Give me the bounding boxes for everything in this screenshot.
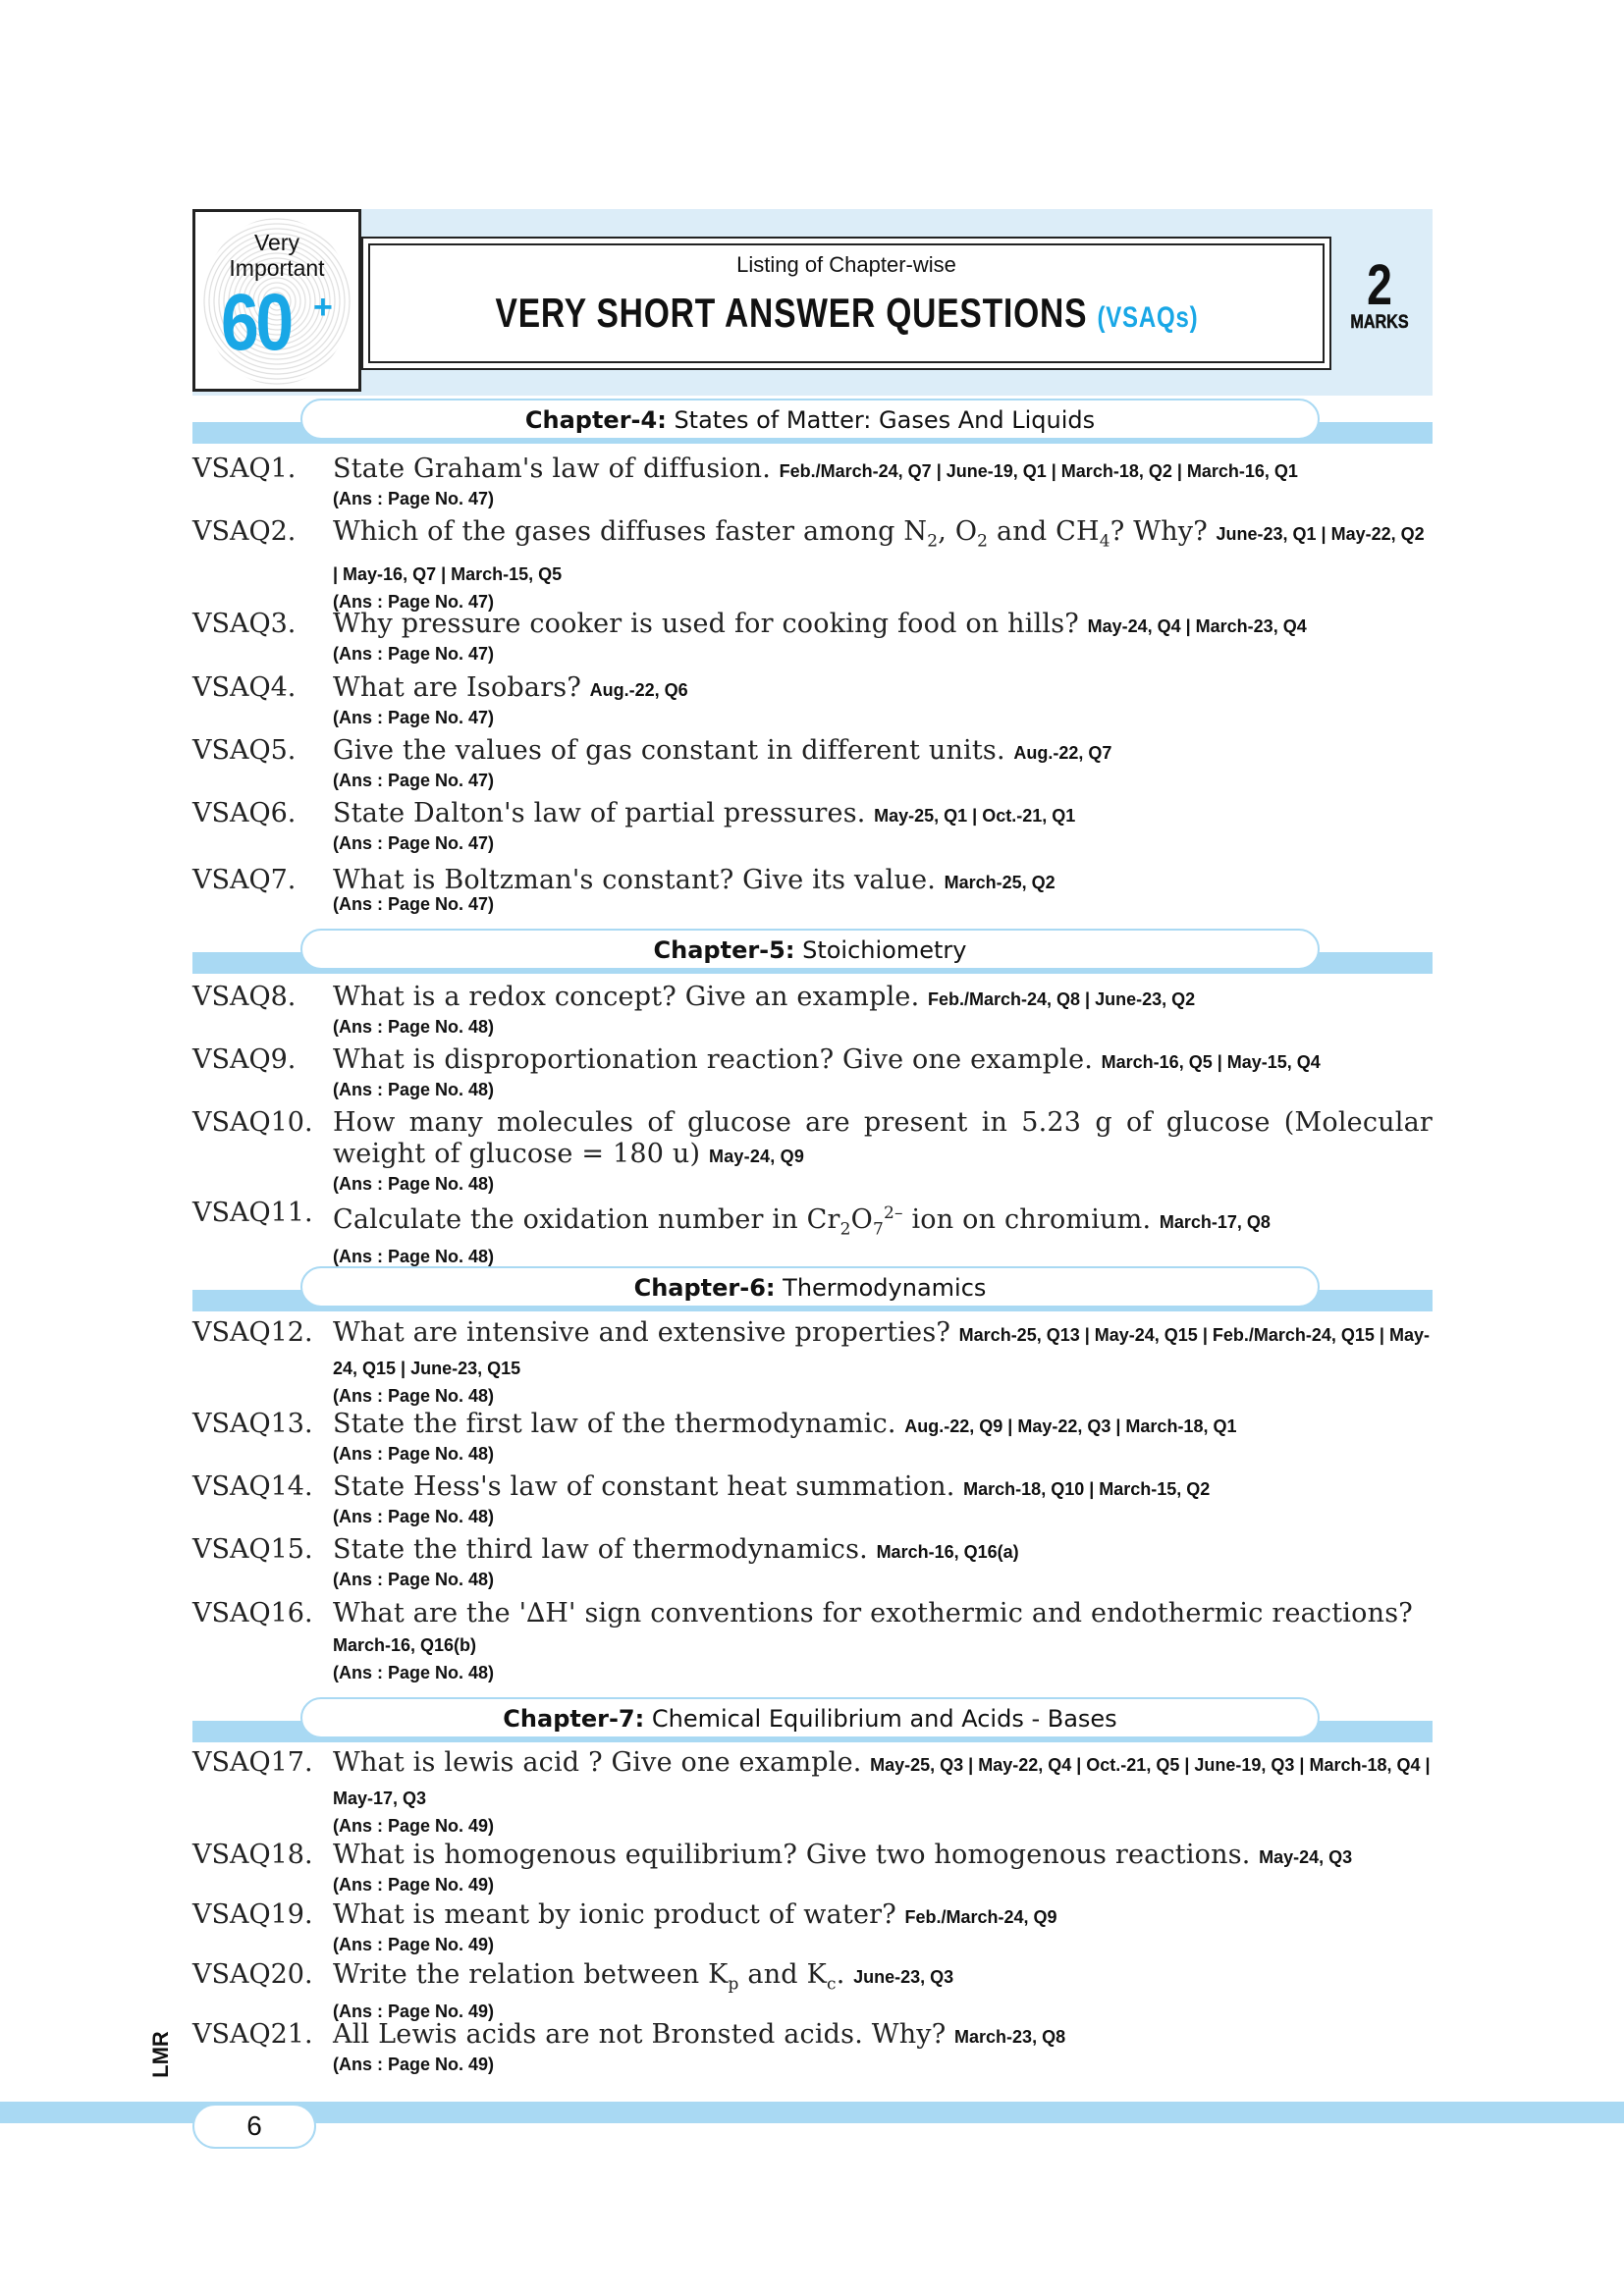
answer-reference: (Ans : Page No. 48) [333, 1247, 495, 1267]
answer-reference: (Ans : Page No. 48) [333, 1444, 495, 1464]
question-reference: March-25, Q2 [944, 873, 1056, 892]
question-number: VSAQ12. [192, 1317, 313, 1348]
question-reference: Feb./March-24, Q9 [904, 1907, 1057, 1927]
question-reference: June-23, Q1 | May-22, Q2 | May-16, Q7 | March-15, Q5 [333, 524, 1425, 585]
question-number: VSAQ18. [192, 1840, 313, 1870]
question-text: Give the values of gas constant in different units. [333, 735, 1005, 766]
side-label: LMR [147, 2031, 173, 2078]
answer-reference: (Ans : Page No. 47) [333, 489, 495, 508]
question-reference: March-16, Q5 | May-15, Q4 [1101, 1052, 1321, 1072]
question-text: How many molecules of glucose are present in 5.23 g of glucose (Molecular weight of glucose = 180 u) May-24, Q9 [333, 1107, 1433, 1169]
answer-reference: (Ans : Page No. 49) [333, 2055, 495, 2074]
answer-reference: (Ans : Page No. 48) [333, 1663, 495, 1682]
question-reference: May-24, Q3 [1259, 1847, 1353, 1867]
question-text: Calculate the oxidation number in $Cr_2O_7^{2-}$ ion on chromium. [333, 1203, 1152, 1240]
question-number: VSAQ19. [192, 1899, 313, 1930]
answer-reference: (Ans : Page No. 47) [333, 833, 495, 853]
page-title-abbr: (VSAQs) [1096, 301, 1198, 334]
answer-reference: (Ans : Page No. 49) [333, 1816, 495, 1836]
answer-reference: (Ans : Page No. 47) [333, 708, 495, 727]
title-box [361, 237, 1331, 370]
question-reference: June-23, Q3 [853, 1967, 954, 1987]
answer-reference: (Ans : Page No. 47) [333, 644, 495, 664]
question-number: VSAQ9. [192, 1044, 297, 1075]
page-title [363, 290, 1329, 337]
question-number: VSAQ3. [192, 609, 297, 639]
badge-line1: Very [253, 230, 300, 255]
chapter-header [192, 395, 1433, 450]
chapter-label: Chapter-5: [653, 936, 795, 964]
question-number: VSAQ11. [192, 1198, 313, 1228]
chapter-name: States of Matter: Gases And Liquids [674, 406, 1096, 434]
question-number: VSAQ13. [192, 1409, 313, 1439]
answer-reference: (Ans : Page No. 48) [333, 1507, 495, 1526]
chapter-header [192, 1693, 1433, 1748]
chapter-name: Thermodynamics [783, 1274, 987, 1302]
question-reference: May-24, Q9 [709, 1147, 805, 1166]
page-title-text: VERY SHORT ANSWER QUESTIONS [495, 290, 1087, 336]
chapter-pill [300, 929, 1320, 970]
question-text: State the third law of thermodynamics. [333, 1534, 868, 1565]
question-number: VSAQ16. [192, 1598, 313, 1629]
question-reference: Aug.-22, Q6 [589, 680, 688, 700]
chapter-pill [300, 1697, 1320, 1738]
question-number: VSAQ14. [192, 1471, 313, 1502]
marks-indicator [1340, 253, 1419, 334]
chapter-name: Chemical Equilibrium and Acids - Bases [651, 1705, 1117, 1733]
question-reference: May-24, Q4 | March-23, Q4 [1087, 616, 1307, 636]
question-number: VSAQ6. [192, 798, 297, 828]
question-text: What is meant by ionic product of water? [333, 1899, 896, 1930]
question-number: VSAQ17. [192, 1747, 313, 1778]
question-text: All Lewis acids are not Bronsted acids. Why? [333, 2019, 947, 2050]
question-number: VSAQ10. [192, 1107, 313, 1138]
question-text: State the first law of the thermodynamic. [333, 1409, 896, 1439]
question-text: State Dalton's law of partial pressures. [333, 798, 866, 828]
answer-reference: (Ans : Page No. 48) [333, 1080, 495, 1099]
chapter-pill [300, 1266, 1320, 1308]
question-text: What are intensive and extensive properties? [333, 1317, 951, 1348]
chapter-header [192, 1262, 1433, 1317]
marks-number: 2 [1367, 253, 1392, 317]
answer-reference: (Ans : Page No. 48) [333, 1570, 495, 1589]
question-text: Which of the gases diffuses faster among $N_2$, $O_2$ and $CH_4$? Why? [333, 516, 1208, 552]
question-number: VSAQ21. [192, 2019, 313, 2050]
chapter-label: Chapter-4: [524, 406, 667, 434]
question-reference: May-25, Q3 | May-22, Q4 | Oct.-21, Q5 | June-19, Q3 | March-18, Q4 | May-17, Q3 [333, 1755, 1431, 1808]
page-number: 6 [192, 2104, 316, 2149]
question-text: State Hess's law of constant heat summation. [333, 1471, 955, 1502]
question-reference: May-25, Q1 | Oct.-21, Q1 [874, 806, 1076, 826]
answer-reference: (Ans : Page No. 48) [333, 1174, 495, 1194]
answer-reference: (Ans : Page No. 49) [333, 1875, 495, 1895]
question-number: VSAQ4. [192, 672, 297, 703]
question-reference: March-16, Q16(a) [876, 1542, 1019, 1562]
chapter-header [192, 925, 1433, 980]
chapter-label: Chapter-6: [633, 1274, 776, 1302]
question-reference: Aug.-22, Q7 [1013, 743, 1112, 763]
question-text: Write the relation between $K_p$ and $K_c$. [333, 1959, 845, 1995]
question-text: What are the '∆H' sign conventions for exothermic and endothermic reactions? [333, 1598, 1413, 1629]
answer-reference: (Ans : Page No. 47) [333, 771, 495, 790]
very-important-badge [192, 209, 361, 392]
answer-reference: (Ans : Page No. 49) [333, 2002, 495, 2022]
question-reference: March-17, Q8 [1159, 1212, 1271, 1232]
badge-plus: + [313, 289, 333, 326]
question-text: What is disproportionation reaction? Give one example. [333, 1044, 1094, 1075]
question-reference: Feb./March-24, Q7 | June-19, Q1 | March-18, Q2 | March-16, Q1 [779, 461, 1298, 481]
answer-reference: (Ans : Page No. 48) [333, 1386, 495, 1406]
question-text: State Graham's law of diffusion. [333, 454, 772, 484]
question-number: VSAQ2. [192, 516, 297, 547]
question-number: VSAQ1. [192, 454, 297, 484]
question-text: What is Boltzman's constant? Give its value. [333, 865, 937, 895]
question-reference: March-16, Q16(b) [333, 1635, 477, 1655]
question-text: What are Isobars? [333, 672, 582, 703]
question-text: What is homogenous equilibrium? Give two homogenous reactions. [333, 1840, 1251, 1870]
question-reference: Feb./March-24, Q8 | June-23, Q2 [927, 989, 1196, 1009]
answer-reference: (Ans : Page No. 49) [333, 1935, 495, 1954]
question-reference: March-25, Q13 | May-24, Q15 | Feb./March-24, Q15 | May-24, Q15 | June-23, Q15 [333, 1325, 1430, 1378]
question-text: Why pressure cooker is used for cooking food on hills? [333, 609, 1079, 639]
chapter-pill [300, 399, 1320, 440]
question-reference: Aug.-22, Q9 | May-22, Q3 | March-18, Q1 [904, 1416, 1237, 1436]
question-number: VSAQ8. [192, 982, 297, 1012]
chapter-name: Stoichiometry [802, 936, 967, 964]
question-number: VSAQ5. [192, 735, 297, 766]
question-text: What is lewis acid ? Give one example. [333, 1747, 862, 1778]
answer-reference: (Ans : Page No. 47) [333, 894, 495, 914]
question-number: VSAQ7. [192, 865, 297, 895]
answer-reference: (Ans : Page No. 48) [333, 1017, 495, 1037]
question-reference: March-23, Q8 [954, 2027, 1066, 2047]
page-subtitle: Listing of Chapter-wise [736, 252, 956, 277]
question-reference: March-18, Q10 | March-15, Q2 [963, 1479, 1211, 1499]
question-number: VSAQ15. [192, 1534, 313, 1565]
marks-label: MARKS [1350, 312, 1409, 333]
chapter-label: Chapter-7: [503, 1705, 645, 1733]
badge-number: 60 [221, 278, 291, 367]
answer-reference: (Ans : Page No. 47) [333, 592, 495, 613]
question-number: VSAQ20. [192, 1959, 313, 1990]
badge-line2: Important [229, 255, 325, 281]
question-text: What is a redox concept? Give an example. [333, 982, 920, 1012]
